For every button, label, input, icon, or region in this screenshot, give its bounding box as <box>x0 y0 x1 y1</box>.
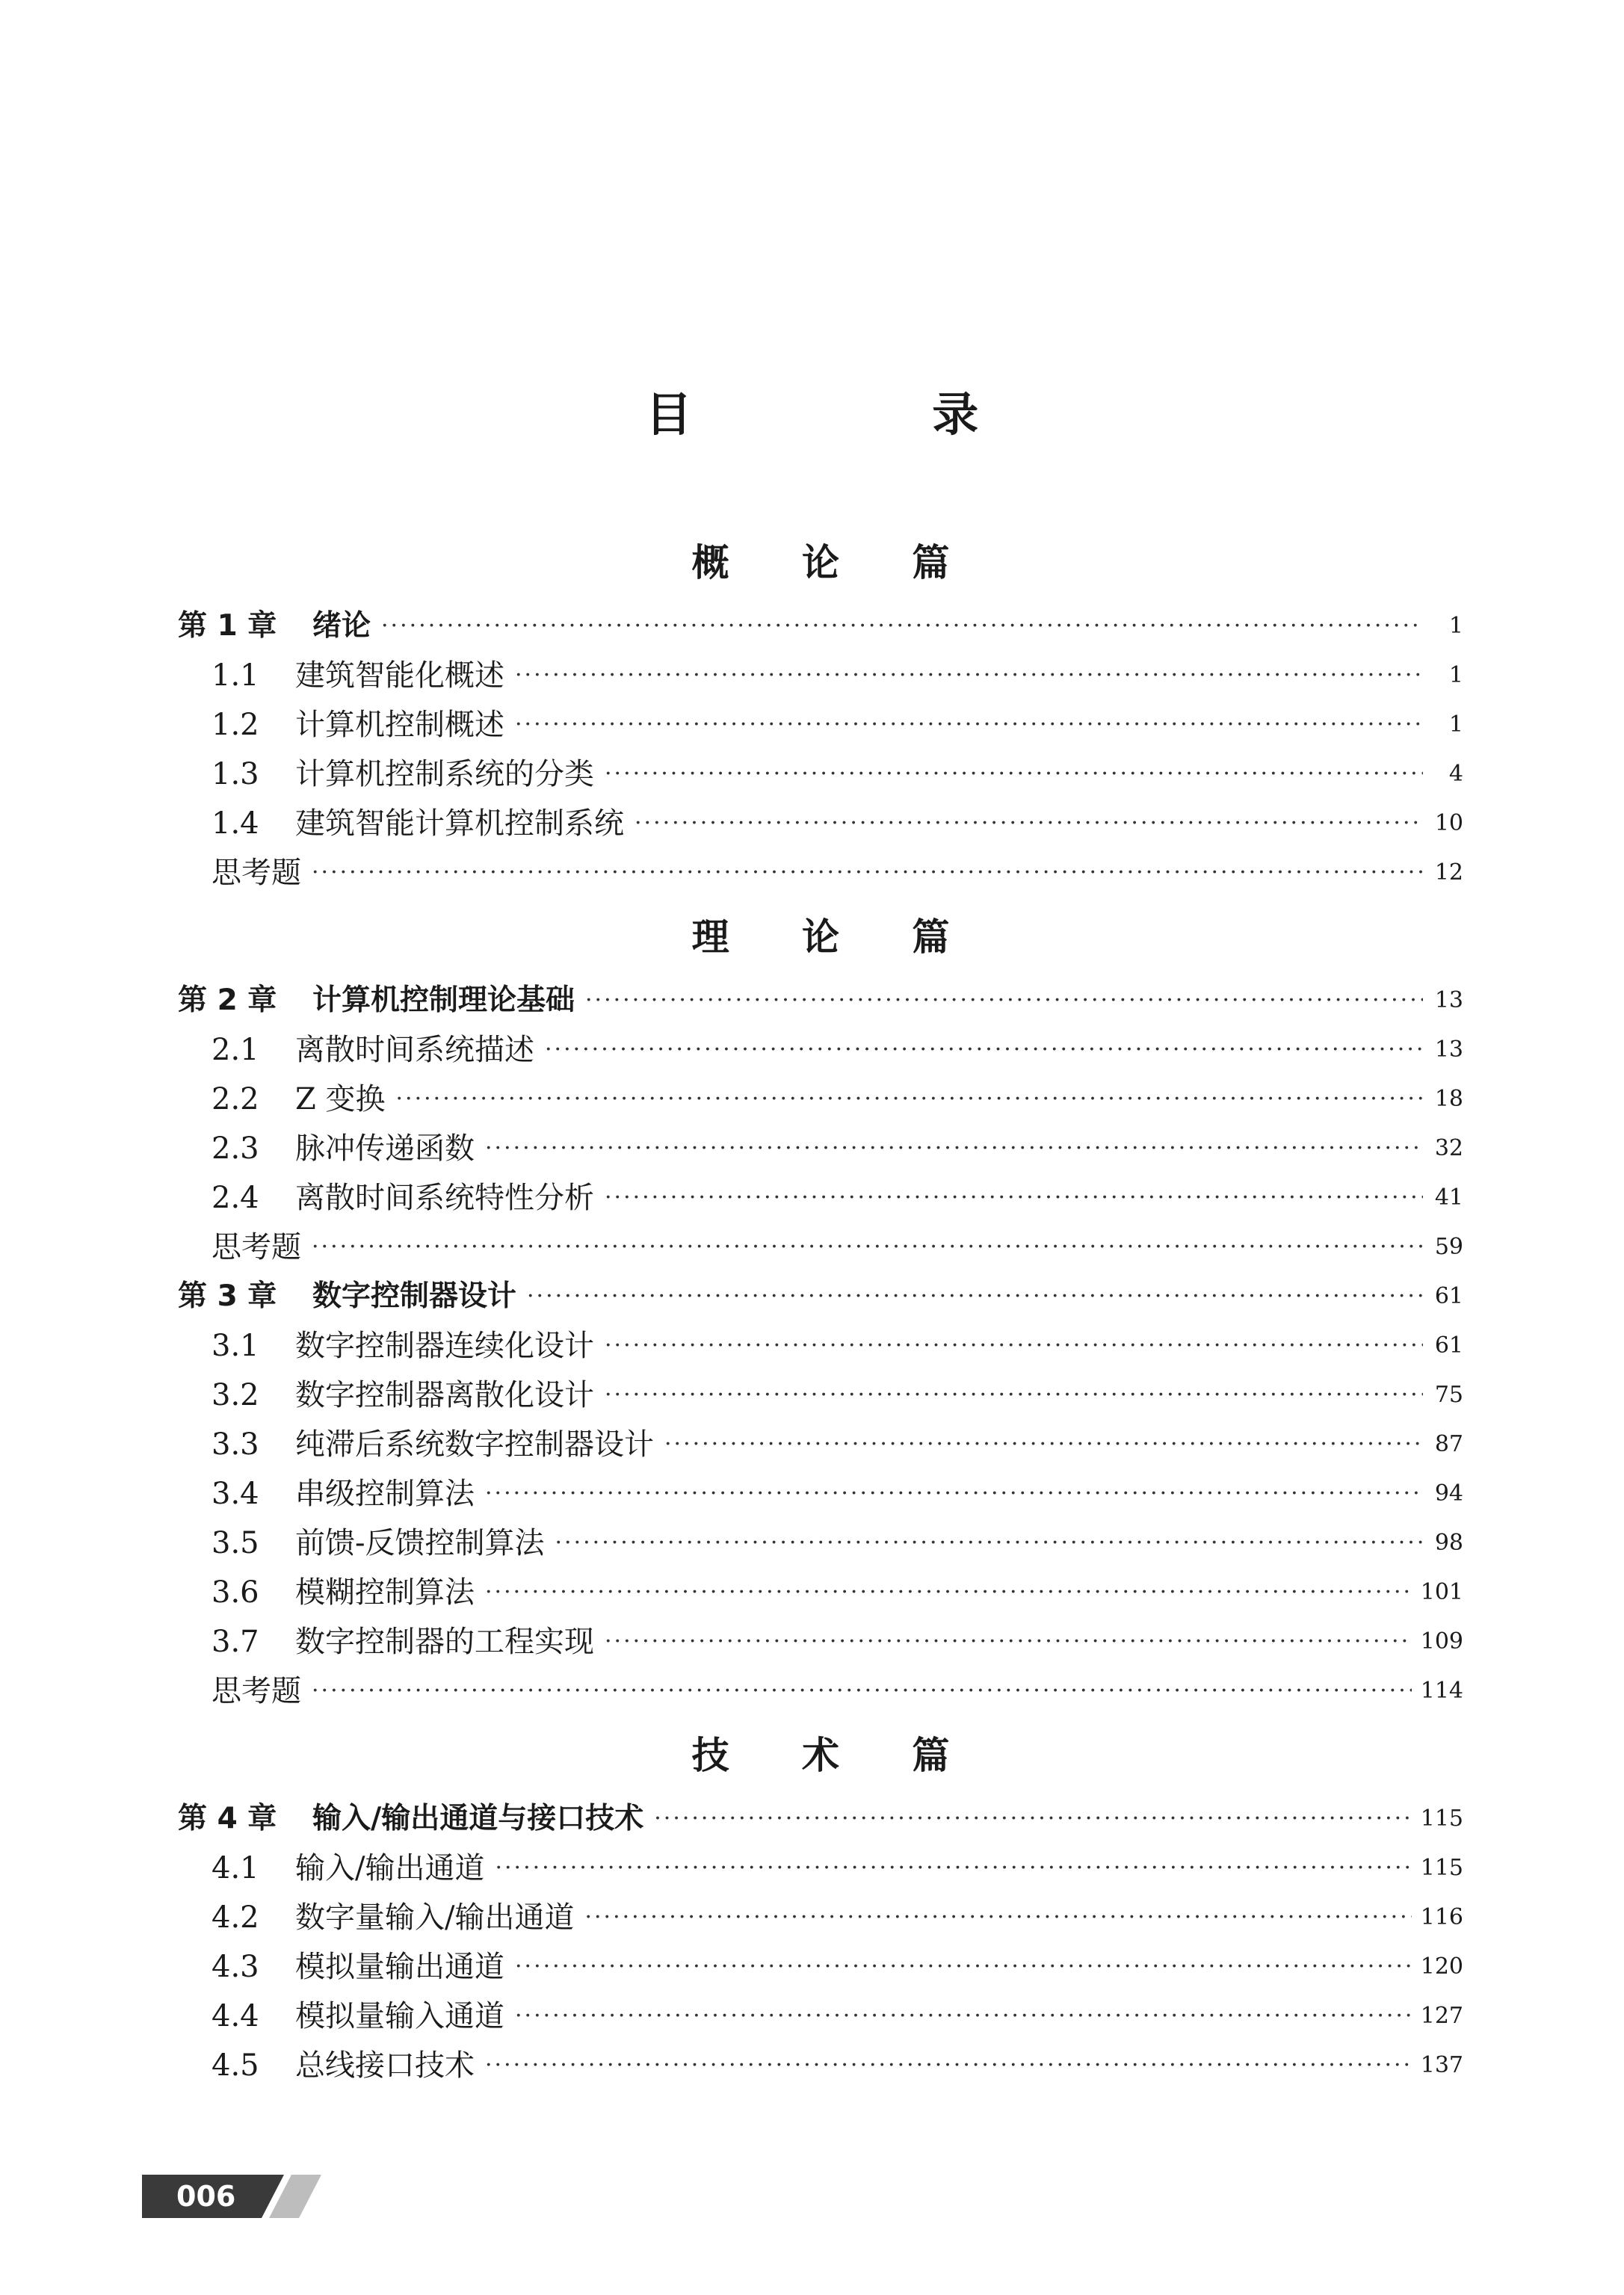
dot-leader <box>585 976 1423 1025</box>
toc-entry-title: 模拟量输出通道 <box>295 1950 504 1984</box>
dot-leader <box>515 700 1423 750</box>
toc-section-row[interactable] <box>178 1519 1463 1568</box>
part-heading: 理 论 篇 <box>691 915 980 959</box>
toc-entry-page: 115 <box>1420 1855 1463 1881</box>
toc-entry-page: 41 <box>1434 1184 1463 1211</box>
toc-entry-page: 10 <box>1434 810 1463 836</box>
toc-entry-page: 61 <box>1434 1283 1463 1309</box>
toc-section-row[interactable] <box>178 700 1463 750</box>
toc-entry-title: 数字量输入/输出通道 <box>295 1900 575 1935</box>
toc-section-row[interactable] <box>178 848 1463 898</box>
toc-entry-title: 总线接口技术 <box>295 2048 475 2083</box>
part-heading: 概 论 篇 <box>691 540 980 584</box>
toc-entry-page: 1 <box>1448 662 1463 688</box>
toc-entry-page: 116 <box>1420 1904 1463 1930</box>
toc-entry-title: 输入/输出通道与接口技术 <box>312 1802 644 1835</box>
toc-entry-number: 3.5 <box>212 1526 259 1560</box>
dot-leader <box>495 1844 1411 1893</box>
toc-section-row[interactable] <box>178 651 1463 700</box>
toc-entry-page: 109 <box>1420 1628 1463 1655</box>
page-number: 006 <box>176 2180 236 2213</box>
toc-entry-page: 13 <box>1434 1037 1463 1063</box>
toc-entry-number: 4.4 <box>212 1999 259 2033</box>
dot-leader <box>605 750 1423 799</box>
dot-leader <box>515 651 1423 700</box>
toc-entry-title: 输入/输出通道 <box>295 1851 485 1885</box>
toc-entry-page: 127 <box>1420 2003 1463 2029</box>
dot-leader <box>545 1025 1423 1075</box>
toc-entry-number: 4.1 <box>212 1851 259 1885</box>
toc-section-row[interactable] <box>178 1893 1463 1942</box>
dot-leader <box>381 602 1423 651</box>
toc-entry-page: 115 <box>1420 1806 1463 1832</box>
dot-leader <box>635 799 1423 848</box>
toc-entry-page: 137 <box>1420 2052 1463 2078</box>
toc-entry-title: 思考题 <box>212 856 301 890</box>
toc-entry-title: 数字控制器离散化设计 <box>295 1378 594 1412</box>
dot-leader <box>485 1124 1423 1173</box>
toc-section-row[interactable] <box>178 1371 1463 1420</box>
dot-leader <box>605 1617 1412 1667</box>
toc-entry-title: Z 变换 <box>295 1082 386 1116</box>
dot-leader <box>664 1420 1423 1469</box>
toc-section-row[interactable] <box>178 1469 1463 1519</box>
toc-entry-number: 3.6 <box>212 1575 259 1610</box>
dot-leader <box>485 2041 1412 2090</box>
toc-chapter-row[interactable] <box>178 1794 1463 1844</box>
toc-section-row[interactable] <box>178 1942 1463 1992</box>
toc-entry-page: 1 <box>1448 613 1463 639</box>
toc-entry-title: 数字控制器的工程实现 <box>295 1625 594 1659</box>
toc-entry-number: 1.1 <box>212 658 259 693</box>
toc-entry-title: 计算机控制理论基础 <box>312 983 575 1017</box>
toc-entry-number: 第 2 章 <box>178 983 277 1017</box>
toc-entry-number: 第 4 章 <box>178 1802 277 1835</box>
page-title: 目 录 <box>645 387 1091 442</box>
toc-section-row[interactable] <box>178 1223 1463 1272</box>
toc-entry-number: 第 1 章 <box>178 609 277 643</box>
toc-section-row[interactable] <box>178 1321 1463 1371</box>
toc-entry-number: 2.3 <box>212 1131 259 1166</box>
dot-leader <box>555 1519 1423 1568</box>
toc-entry-title: 数字控制器设计 <box>312 1279 517 1313</box>
toc-entry-page: 98 <box>1434 1530 1463 1556</box>
toc-entry-number: 4.2 <box>212 1900 259 1935</box>
toc-section-row[interactable] <box>178 799 1463 848</box>
table-of-contents <box>178 523 1463 2090</box>
toc-entry-title: 前馈-反馈控制算法 <box>295 1526 545 1560</box>
toc-section-row[interactable] <box>178 1124 1463 1173</box>
dot-leader <box>312 848 1423 898</box>
toc-entry-title: 离散时间系统特性分析 <box>295 1181 594 1215</box>
toc-section-row[interactable] <box>178 1420 1463 1469</box>
toc-entry-title: 绪论 <box>312 609 371 643</box>
toc-entry-number: 2.1 <box>212 1033 259 1067</box>
toc-entry-page: 12 <box>1434 859 1463 886</box>
toc-entry-page: 61 <box>1434 1332 1463 1359</box>
toc-section-row[interactable] <box>178 750 1463 799</box>
toc-entry-page: 75 <box>1434 1382 1463 1408</box>
toc-chapter-row[interactable] <box>178 602 1463 651</box>
dot-leader <box>312 1667 1412 1716</box>
toc-entry-title: 计算机控制概述 <box>295 708 504 742</box>
toc-entry-number: 3.7 <box>212 1625 259 1659</box>
toc-entry-page: 114 <box>1420 1678 1463 1704</box>
toc-section-row[interactable] <box>178 1844 1463 1893</box>
toc-section-row[interactable] <box>178 1617 1463 1667</box>
toc-entry-title: 思考题 <box>212 1230 301 1264</box>
toc-section-row[interactable] <box>178 1568 1463 1617</box>
toc-entry-number: 4.5 <box>212 2048 259 2083</box>
toc-entry-title: 建筑智能化概述 <box>295 658 504 693</box>
toc-chapter-row[interactable] <box>178 976 1463 1025</box>
toc-entry-title: 计算机控制系统的分类 <box>295 757 594 791</box>
dot-leader <box>485 1469 1423 1519</box>
dot-leader <box>605 1173 1423 1223</box>
toc-section-row[interactable] <box>178 2041 1463 2090</box>
toc-entry-title: 模糊控制算法 <box>295 1575 475 1610</box>
toc-entry-number: 2.4 <box>212 1181 259 1215</box>
part-heading: 技 术 篇 <box>691 1733 980 1777</box>
page-number-tab <box>142 2175 321 2218</box>
toc-entry-page: 13 <box>1434 987 1463 1013</box>
dot-leader <box>584 1893 1411 1942</box>
toc-entry-number: 第 3 章 <box>178 1279 277 1313</box>
toc-entry-title: 模拟量输入通道 <box>295 1999 504 2033</box>
toc-entry-page: 120 <box>1420 1953 1463 1980</box>
toc-section-row[interactable] <box>178 1025 1463 1075</box>
toc-entry-title: 数字控制器连续化设计 <box>295 1329 594 1363</box>
toc-entry-title: 串级控制算法 <box>295 1477 475 1511</box>
toc-entry-page: 94 <box>1434 1480 1463 1507</box>
toc-entry-number: 3.3 <box>212 1427 259 1462</box>
toc-section-row[interactable] <box>178 1667 1463 1716</box>
dot-leader <box>515 1992 1412 2041</box>
dot-leader <box>312 1223 1423 1272</box>
dot-leader <box>515 1942 1412 1992</box>
toc-entry-number: 4.3 <box>212 1950 259 1984</box>
toc-entry-page: 18 <box>1434 1086 1463 1112</box>
toc-entry-title: 脉冲传递函数 <box>295 1131 475 1166</box>
toc-entry-number: 2.2 <box>212 1082 259 1116</box>
toc-section-row[interactable] <box>178 1992 1463 2041</box>
dot-leader <box>654 1794 1411 1844</box>
toc-section-row[interactable] <box>178 1075 1463 1124</box>
toc-entry-number: 1.4 <box>212 806 259 841</box>
toc-entry-page: 32 <box>1434 1135 1463 1161</box>
dot-leader <box>485 1568 1412 1617</box>
toc-chapter-row[interactable] <box>178 1272 1463 1321</box>
toc-entry-number: 1.3 <box>212 757 259 791</box>
dot-leader <box>605 1321 1423 1371</box>
dot-leader <box>396 1075 1423 1124</box>
toc-entry-number: 3.4 <box>212 1477 259 1511</box>
toc-entry-page: 4 <box>1448 761 1463 787</box>
toc-entry-page: 87 <box>1434 1431 1463 1457</box>
toc-section-row[interactable] <box>178 1173 1463 1223</box>
toc-entry-title: 离散时间系统描述 <box>295 1033 534 1067</box>
toc-entry-page: 1 <box>1448 711 1463 738</box>
toc-entry-title: 思考题 <box>212 1674 301 1708</box>
toc-entry-title: 建筑智能计算机控制系统 <box>295 806 624 841</box>
toc-entry-number: 1.2 <box>212 708 259 742</box>
dot-leader <box>605 1371 1423 1420</box>
toc-entry-page: 59 <box>1434 1234 1463 1260</box>
toc-entry-number: 3.1 <box>212 1329 259 1363</box>
dot-leader <box>527 1272 1423 1321</box>
toc-entry-page: 101 <box>1420 1579 1463 1605</box>
toc-entry-title: 纯滞后系统数字控制器设计 <box>295 1427 654 1462</box>
toc-entry-number: 3.2 <box>212 1378 259 1412</box>
